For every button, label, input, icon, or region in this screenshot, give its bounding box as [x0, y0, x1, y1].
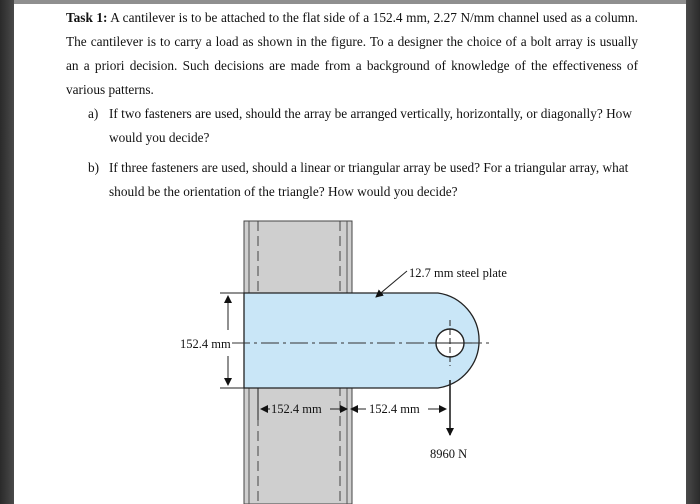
task-intro: A cantilever is to be attached to the flat side of a 152.4 mm, 2.27 N/mm channel used as a column. The cantilever is to carry a load as shown in the figure. To a designer the choice of a bolt array is usually an a priori decision. Such decisions are made from a background of knowledge of the effectiveness of various patterns. — [66, 10, 638, 97]
horizontal-dimension-2: 152.4 mm — [369, 402, 420, 416]
question-a-text: If two fasteners are used, should the array be arranged vertically, horizontally, or diagonally? How would you decide? — [109, 106, 632, 145]
horizontal-dimension-1: 152.4 mm — [271, 402, 322, 416]
task-label: Task 1: — [66, 10, 108, 25]
plate-label: 12.7 mm steel plate — [409, 266, 507, 280]
load-label: 8960 N — [430, 447, 468, 461]
question-a-label: a) — [88, 106, 99, 121]
vertical-dimension-label: 152.4 mm — [180, 337, 231, 351]
question-b-label: b) — [88, 160, 100, 175]
question-b-text: If three fasteners are used, should a linear or triangular array be used? For a triangular array, what should be the orientation of the triangle? How would you decide? — [109, 160, 629, 199]
